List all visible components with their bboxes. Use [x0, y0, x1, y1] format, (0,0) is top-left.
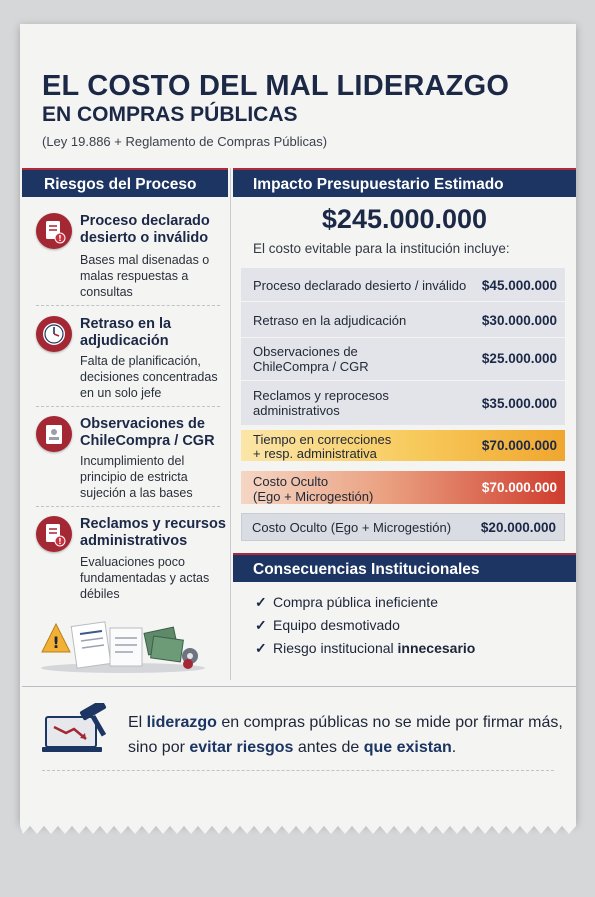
cost-label-line2: (Ego + Microgestión) — [253, 489, 374, 504]
consequence-emphasis: innecesario — [397, 640, 476, 656]
cost-label: Costo Oculto (Ego + Microgestión) — [252, 520, 452, 535]
cost-label: Tiempo en correcciones — [253, 432, 392, 447]
risk-title: Observaciones de ChileCompra / CGR — [80, 416, 215, 449]
cost-label: Costo Oculto — [253, 474, 329, 489]
cost-value: $70.000.000 — [481, 480, 557, 495]
consequence-text: Riesgo institucional — [273, 640, 398, 656]
statement-text: El — [128, 714, 147, 731]
page-title: EL COSTO DEL MAL LIDERAZGO — [42, 70, 510, 102]
cost-label-line2: + resp. administrativa — [253, 446, 377, 461]
svg-text:!: ! — [58, 537, 62, 546]
risk-description: Incumplimiento del principio de estricta sujeción a las bases — [80, 454, 193, 500]
check-icon: ✓ — [255, 617, 267, 633]
includes-text: El costo evitable para la institución incluye: — [253, 241, 510, 256]
cost-label-line2: ChileCompra / CGR — [253, 359, 369, 374]
risk-title: Proceso declarado desierto o inválido — [80, 213, 210, 246]
divider — [36, 506, 220, 507]
id-card-icon — [36, 416, 72, 452]
gavel-laptop-icon — [40, 703, 118, 755]
column-divider — [230, 168, 231, 680]
risk-description: Falta de planificación, decisiones concentradas en un solo jefe — [80, 354, 218, 400]
cost-value: $35.000.000 — [481, 396, 557, 411]
statement-text: en compras públicas no se mide por firmar más, sino por — [128, 714, 563, 756]
cost-value: $30.000.000 — [481, 313, 557, 328]
svg-text:!: ! — [52, 633, 60, 652]
svg-text:!: ! — [58, 234, 62, 243]
statement-emphasis: que existan — [363, 739, 452, 756]
cost-value: $25.000.000 — [481, 351, 557, 366]
cost-label: Retraso en la adjudicación — [253, 313, 407, 328]
risks-heading: Riesgos del Proceso — [22, 168, 228, 197]
consequences-heading: Consecuencias Institucionales — [233, 553, 576, 582]
risk-description: Evaluaciones poco fundamentadas y actas débiles — [80, 555, 210, 601]
cost-row-highlight — [241, 471, 565, 505]
check-icon: ✓ — [255, 594, 267, 610]
cost-row — [241, 302, 565, 338]
page-title-line2: EN COMPRAS PÚBLICAS — [42, 103, 298, 126]
consequence-item — [255, 640, 475, 657]
cost-label: Reclamos y reprocesos — [253, 388, 389, 403]
cost-label-line2: administrativos — [253, 403, 340, 418]
divider — [36, 305, 220, 306]
cost-row-highlight — [241, 430, 565, 462]
divider — [42, 770, 554, 771]
consequence-text: Equipo desmotivado — [273, 617, 400, 633]
cost-label: Proceso declarado desierto / inválido — [253, 278, 467, 293]
consequence-item — [255, 594, 438, 611]
document-alert-icon — [36, 213, 72, 249]
warning-documents-illustration — [38, 616, 208, 674]
cost-row — [241, 513, 565, 541]
page-subtitle: (Ley 19.886 + Reglamento de Compras Públicas) — [42, 134, 328, 149]
statement-text: antes de — [293, 739, 364, 756]
statement-text: . — [451, 739, 457, 756]
torn-paper-edge — [20, 822, 576, 836]
cost-row — [241, 338, 565, 381]
divider — [22, 686, 576, 687]
document-warning-icon — [36, 516, 72, 552]
risk-title: Retraso en la adjudicación — [80, 316, 172, 349]
cost-value: $20.000.000 — [480, 520, 556, 535]
closing-statement — [128, 710, 568, 760]
divider — [36, 406, 220, 407]
cost-row — [241, 381, 565, 426]
risk-description: Bases mal disenadas o malas respuestas a consultas — [80, 253, 210, 299]
total-cost: $245.000.000 — [321, 204, 488, 234]
impact-heading: Impacto Presupuestario Estimado — [233, 168, 576, 197]
cost-row — [241, 268, 565, 302]
clock-icon — [36, 316, 72, 352]
consequence-item — [255, 617, 400, 634]
cost-value: $70.000.000 — [481, 438, 557, 453]
cost-label: Observaciones de — [253, 344, 358, 359]
consequence-text: Compra pública ineficiente — [273, 594, 438, 610]
risk-title: Reclamos y recursos administrativos — [80, 516, 226, 549]
statement-emphasis: evitar riesgos — [189, 739, 294, 756]
statement-emphasis: liderazgo — [146, 714, 217, 731]
check-icon: ✓ — [255, 640, 267, 656]
cost-value: $45.000.000 — [481, 278, 557, 293]
